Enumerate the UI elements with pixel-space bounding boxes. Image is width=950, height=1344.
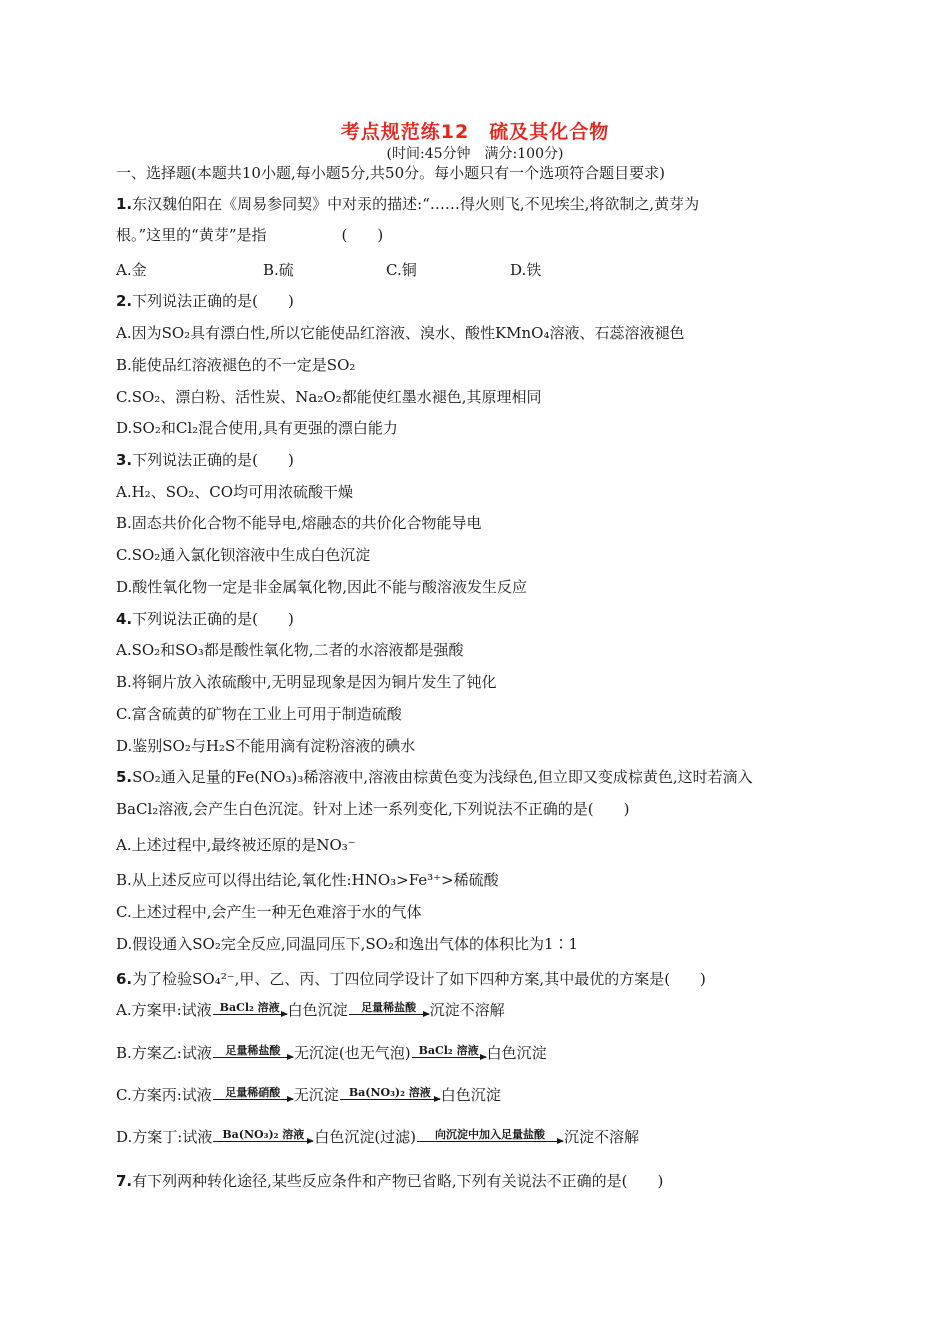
- option-a: A.金: [116, 261, 147, 279]
- reaction-arrow: [412, 1044, 486, 1063]
- arrow-icon: [340, 1099, 440, 1100]
- question-number: 7.: [116, 1172, 133, 1190]
- product-text: 沉淀不溶解: [564, 1128, 640, 1146]
- option-c: C.SO₂通入氯化钡溶液中生成白色沉淀: [116, 546, 371, 564]
- reagent-label: 足量稀盐酸: [361, 1001, 417, 1014]
- option-d: D.酸性氧化物一定是非金属氧化物,因此不能与酸溶液发生反应: [116, 578, 528, 596]
- question-7: [116, 1171, 663, 1191]
- option-prefix: A.方案甲:试液: [116, 1001, 212, 1019]
- reagent-label: 足量稀硝酸: [225, 1086, 281, 1099]
- option-c: C.富含硫黄的矿物在工业上可用于制造硫酸: [116, 705, 402, 723]
- reagent-label: BaCl₂ 溶液: [219, 1001, 280, 1014]
- option-b: B.固态共价化合物不能导电,熔融态的共价化合物能导电: [116, 514, 482, 532]
- reaction-arrow: [213, 1001, 287, 1020]
- question-2: [116, 291, 294, 311]
- product-text: 白色沉淀: [440, 1086, 501, 1104]
- question-stem: 下列说法正确的是( ): [132, 292, 294, 310]
- option-b: B.将铜片放入浓硫酸中,无明显现象是因为铜片发生了钝化: [116, 673, 497, 691]
- question-stem: 下列说法正确的是( ): [132, 610, 294, 628]
- question-stem: 东汉魏伯阳在《周易参同契》中对汞的描述:“……得火则飞,不见埃尘,将欲制之,黄芽为: [132, 195, 700, 213]
- option-prefix: C.方案丙:试液: [116, 1086, 212, 1104]
- option-a: A.因为SO₂具有漂白性,所以它能使品红溶液、溴水、酸性KMnO₄溶液、石蕊溶液褪色: [116, 324, 685, 342]
- option-d: D.鉴别SO₂与H₂S不能用滴有淀粉溶液的碘水: [116, 737, 416, 755]
- page-title: 考点规范练12 硫及其化合物: [340, 121, 610, 143]
- arrow-icon: [349, 1014, 429, 1015]
- option-b: B.硫: [263, 261, 294, 279]
- option-d: D.SO₂和Cl₂混合使用,具有更强的漂白能力: [116, 419, 398, 437]
- reagent-label: 向沉淀中加入足量盐酸: [435, 1128, 546, 1141]
- option-d: [116, 1126, 639, 1147]
- product-text: 白色沉淀(过滤): [314, 1128, 417, 1146]
- section-heading: 一、选择题(本题共10小题,每小题5分,共50分。每小题只有一个选项符合题目要求): [116, 164, 665, 182]
- question-1: [116, 194, 699, 214]
- reaction-arrow: [340, 1086, 440, 1105]
- question-number: 1.: [116, 195, 133, 213]
- product-text: 白色沉淀: [287, 1001, 348, 1019]
- reagent-label: 足量稀盐酸: [225, 1044, 281, 1057]
- arrow-icon: [412, 1057, 486, 1058]
- arrow-icon: [213, 1141, 313, 1142]
- question-number: 6.: [116, 970, 133, 988]
- question-stem: SO₂通入足量的Fe(NO₃)₃稀溶液中,溶液由棕黄色变为浅绿色,但立即又变成棕黄色,这时若滴入: [132, 768, 753, 786]
- product-text: 白色沉淀: [486, 1044, 547, 1062]
- reaction-arrow: [349, 1001, 429, 1020]
- option-c: C.铜: [386, 261, 417, 279]
- arrow-icon: [213, 1057, 293, 1058]
- option-c: C.上述过程中,会产生一种无色难溶于水的气体: [116, 903, 422, 921]
- question-5-continued: BaCl₂溶液,会产生白色沉淀。针对上述一系列变化,下列说法不正确的是( ): [116, 800, 630, 818]
- page-subtitle: (时间:45分钟 满分:100分): [386, 146, 564, 162]
- arrow-icon: [417, 1141, 563, 1142]
- question-5: [116, 767, 753, 787]
- option-a: A.上述过程中,最终被还原的是NO₃⁻: [116, 836, 356, 854]
- reaction-arrow: [417, 1128, 563, 1147]
- option-d: D.假设通入SO₂完全反应,同温同压下,SO₂和逸出气体的体积比为1∶1: [116, 935, 579, 953]
- option-b: [116, 1042, 547, 1063]
- question-stem: 下列说法正确的是( ): [132, 451, 294, 469]
- question-number: 2.: [116, 292, 133, 310]
- option-a: A.SO₂和SO₃都是酸性氧化物,二者的水溶液都是强酸: [116, 641, 464, 659]
- reagent-label: BaCl₂ 溶液: [418, 1044, 479, 1057]
- option-d: D.铁: [510, 261, 542, 279]
- question-number: 4.: [116, 610, 133, 628]
- reaction-arrow: [213, 1128, 313, 1147]
- reaction-arrow: [213, 1086, 293, 1105]
- question-number: 5.: [116, 768, 133, 786]
- product-text: 沉淀不溶解: [429, 1001, 505, 1019]
- question-number: 3.: [116, 451, 133, 469]
- option-prefix: D.方案丁:试液: [116, 1128, 213, 1146]
- reagent-label: Ba(NO₃)₂ 溶液: [222, 1128, 305, 1141]
- question-stem: 为了检验SO₄²⁻,甲、乙、丙、丁四位同学设计了如下四种方案,其中最优的方案是( ): [132, 970, 706, 988]
- option-a: A.H₂、SO₂、CO均可用浓硫酸干燥: [116, 483, 354, 501]
- option-prefix: B.方案乙:试液: [116, 1044, 212, 1062]
- reagent-label: Ba(NO₃)₂ 溶液: [348, 1086, 431, 1099]
- option-c: C.SO₂、漂白粉、活性炭、Na₂O₂都能使红墨水褪色,其原理相同: [116, 388, 542, 406]
- product-text: 无沉淀(也无气泡): [293, 1044, 411, 1062]
- question-6: [116, 969, 706, 989]
- question-4: [116, 609, 294, 629]
- question-3: [116, 450, 294, 470]
- reaction-arrow: [213, 1044, 293, 1063]
- option-b: B.从上述反应可以得出结论,氧化性:HNO₃>Fe³⁺>稀硫酸: [116, 871, 499, 889]
- option-a: [116, 999, 505, 1020]
- question-stem: 有下列两种转化途径,某些反应条件和产物已省略,下列有关说法不正确的是( ): [132, 1172, 664, 1190]
- arrow-icon: [213, 1014, 287, 1015]
- arrow-icon: [213, 1099, 293, 1100]
- option-b: B.能使品红溶液褪色的不一定是SO₂: [116, 356, 356, 374]
- product-text: 无沉淀: [293, 1086, 339, 1104]
- option-c: [116, 1084, 501, 1105]
- question-1-continued: 根。”这里的“黄芽”是指 ( ): [116, 226, 384, 244]
